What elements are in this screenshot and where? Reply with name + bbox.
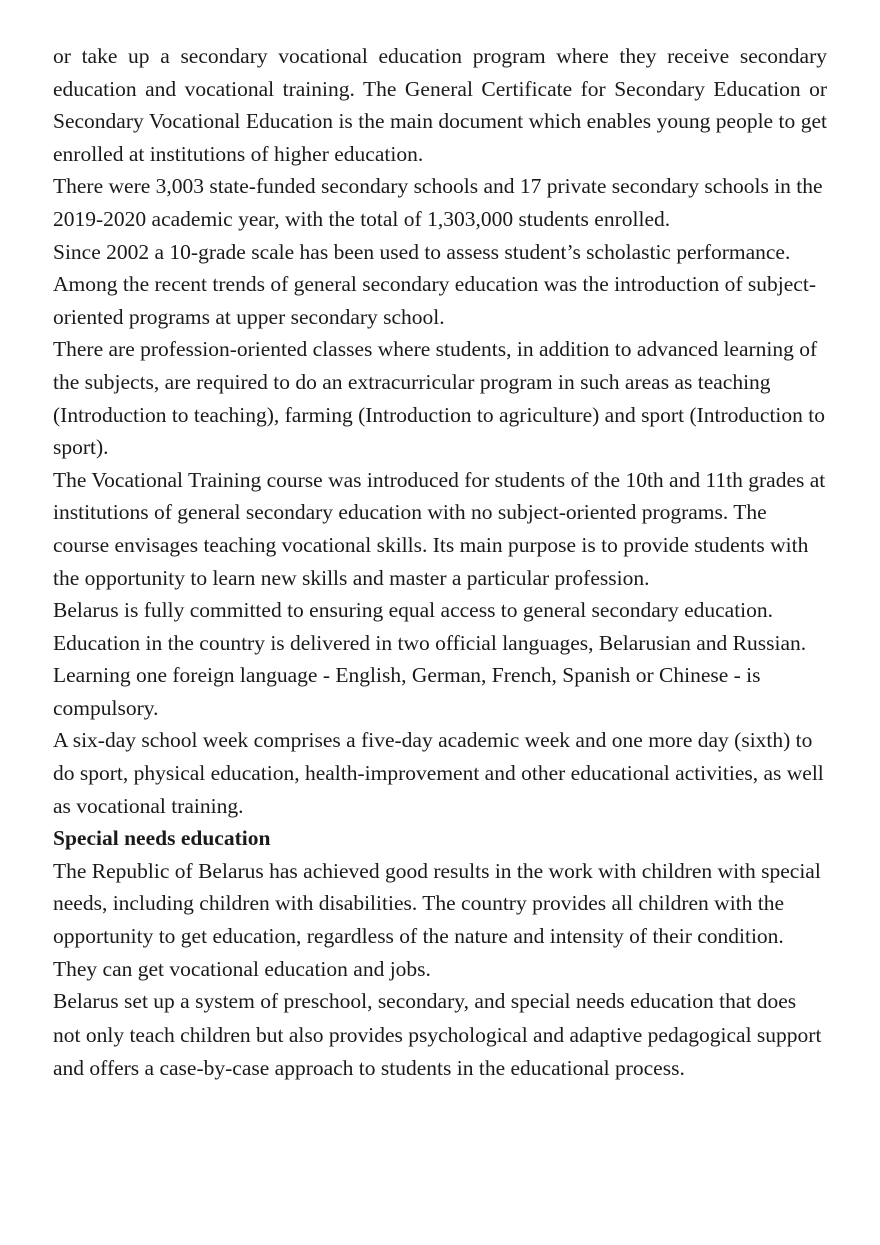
paragraph-school-week: A six-day school week comprises a five-day academic week and one more day (sixth) to do sport, physical education, health-improvement and other educational activities, as well as vocational training.	[53, 728, 824, 818]
paragraph-special-needs-results: The Republic of Belarus has achieved good results in the work with children with special needs, including children with disabilities. The country provides all children with the opportunity to get education, regardless of the nature and intensity of their condition. They can get vocational education and jobs.	[53, 858, 821, 981]
paragraph-vocational-course: The Vocational Training course was introduced for students of the 10th and 11th grades at institutions of general secondary education with no subject-oriented programs. The course envisages teaching vocational skills. Its main purpose is to provide students with the opportunity to learn new skills and master a particular profession.	[53, 467, 826, 590]
paragraph-equal-access: Belarus is fully committed to ensuring equal access to general secondary education. Education in the country is delivered in two official languages, Belarusian and Russian. Learning one foreign language - English, German, French, Spanish or Chinese - is compulsory.	[53, 598, 807, 720]
paragraph-grading-scale: Since 2002 a 10-grade scale has been used to assess student’s scholastic performance.	[53, 239, 791, 264]
paragraph-school-statistics: There were 3,003 state-funded secondary schools and 17 private secondary schools in the 2019-2020 academic year, with the total of 1,303,000 students enrolled.	[53, 174, 823, 231]
paragraph-special-needs-system: Belarus set up a system of preschool, secondary, and special needs education that does not only teach children but also provides psychological and adaptive pedagogical support and offers a case-by-case approach to students in the educational process.	[53, 989, 822, 1081]
paragraph-recent-trends: Among the recent trends of general secondary education was the introduction of subject-oriented programs at upper secondary school.	[53, 272, 816, 329]
section-heading-special-needs: Special needs education	[53, 826, 271, 851]
paragraph-vocational-program: or take up a secondary vocational education program where they receive secondary education and vocational training. The General Certificate for Secondary Education or Secondary Vocational Education is the main document which enables young people to get enrolled at institutions of higher education.	[53, 44, 827, 166]
paragraph-profession-classes: There are profession-oriented classes where students, in addition to advanced learning of the subjects, are required to do an extracurricular program in such areas as teaching (Introduction to teaching), farming (Introduction to agriculture) and sport (Introduction to sport).	[53, 337, 825, 460]
document-page	[53, 40, 827, 1086]
